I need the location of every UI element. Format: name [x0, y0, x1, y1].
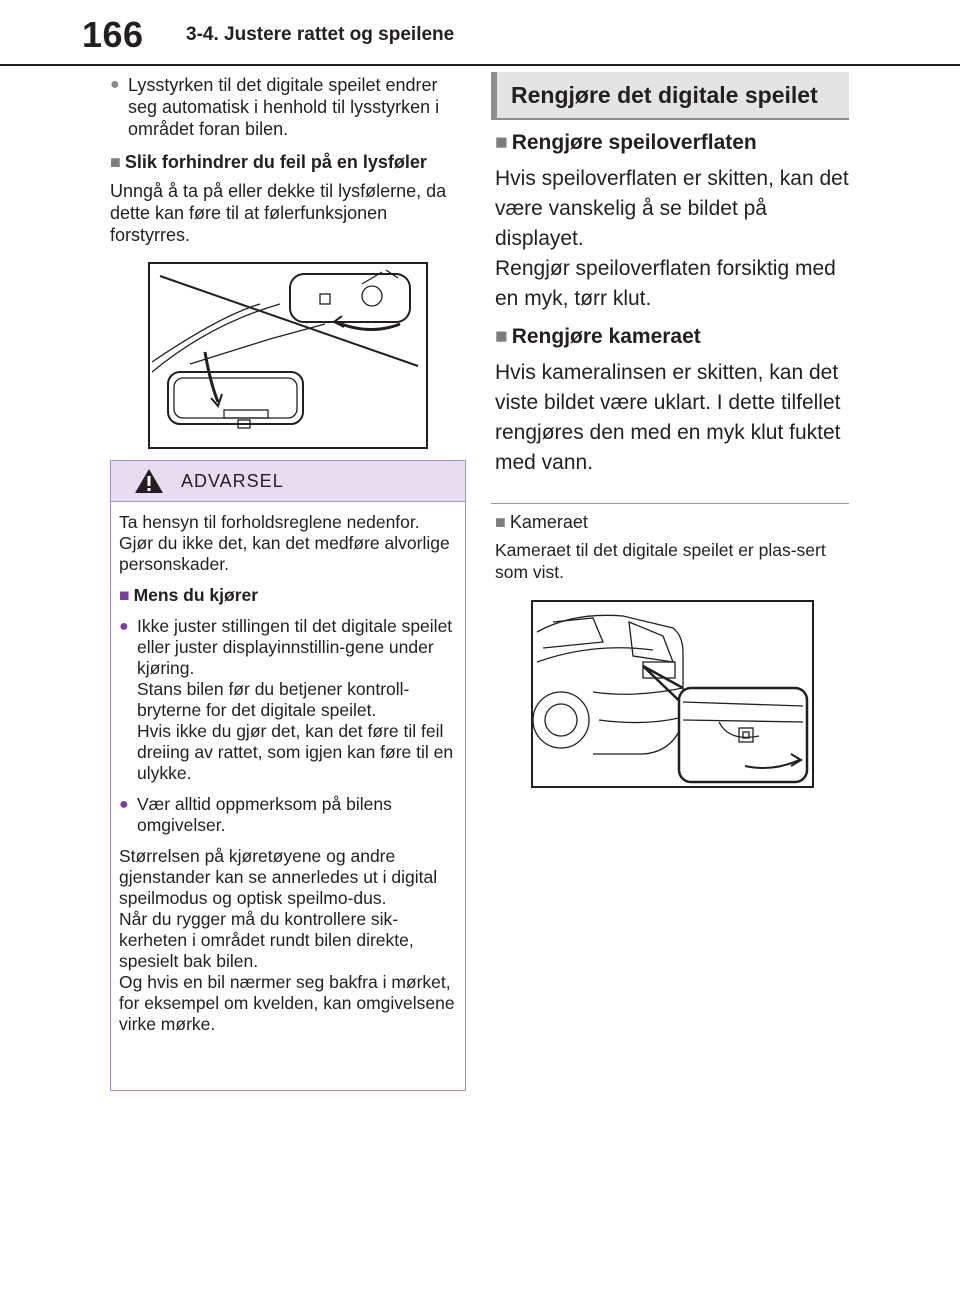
camera-small-heading — [495, 511, 855, 533]
sensor-heading-text: Slik forhindrer du feil på en lysføler — [124, 152, 427, 172]
warning-intro: Ta hensyn til forholdsreglene nedenfor. Gjør du ikke det, kan det medføre alvorlige personskader. — [119, 512, 450, 574]
section-heading: Rengjøre det digitale speilet — [511, 82, 818, 108]
warning-paragraph: Størrelsen på kjøretøyene og andre gjenstander kan se annerledes ut i digital speilmodus og optisk speilmo-dus. Når du rygger må du kontrollere sik-kerheten i området rundt bilen direkte, spesielt bak bilen. Og hvis en bil nærmer seg bakfra i mørket, for eksempel om kvelden, kan omgivelsene virke mørke. — [119, 846, 455, 1034]
warning-header — [111, 461, 465, 502]
warning-box — [110, 460, 466, 1091]
square-bullet-icon: ■ — [495, 325, 508, 348]
square-bullet-icon: ■ — [110, 152, 121, 172]
camera-text: Hvis kameralinsen er skitten, kan det viste bildet være uklart. I dette tilfellet rengjøres den med en myk klut fuktet med vann. — [495, 361, 841, 474]
square-bullet-icon: ■ — [119, 585, 130, 605]
circle-bullet-icon: ● — [119, 796, 129, 813]
camera-location-illustration — [531, 600, 814, 788]
camera-heading — [495, 322, 855, 352]
warning-bullet — [119, 794, 457, 836]
camera-small-text: Kameraet til det digitale speilet er plas-sert som vist. — [495, 540, 826, 582]
circle-bullet-icon: ● — [110, 76, 120, 93]
divider — [491, 503, 849, 504]
circle-bullet-icon: ● — [119, 618, 129, 635]
mirror-illustration — [148, 262, 428, 449]
page-number: 166 — [82, 14, 144, 55]
camera-heading-text: Rengjøre kameraet — [511, 325, 701, 348]
driving-heading-text: Mens du kjører — [133, 585, 259, 605]
warning-bullet — [119, 616, 457, 784]
driving-heading — [119, 585, 457, 606]
warning-label: ADVARSEL — [181, 471, 284, 491]
surface-text: Hvis speiloverflaten er skitten, kan det være vanskelig å se bildet på displayet. Rengjør speiloverflaten forsiktig med en myk, tørr klut. — [495, 167, 849, 310]
surface-heading-text: Rengjøre speiloverflaten — [511, 131, 757, 154]
light-bullet-text: Lysstyrken til det digitale speilet endrer seg automatisk i henhold til lysstyrken i området foran bilen. — [128, 75, 440, 139]
header-rule — [0, 64, 960, 66]
square-bullet-icon: ■ — [495, 512, 506, 532]
section-heading-bar — [491, 72, 849, 120]
section-title: 3-4. Justere rattet og speilene — [186, 24, 455, 45]
light-bullet — [110, 74, 470, 140]
surface-heading — [495, 128, 855, 158]
sensor-heading — [110, 151, 470, 173]
warning-bullet-text: Vær alltid oppmerksom på bilens omgivelser. — [137, 794, 392, 835]
warning-bullet-text: Ikke juster stillingen til det digitale speilet eller juster displayinnstillin-gene under kjøring. Stans bilen før du betjener kontroll-bryterne for det digitale speilet. Hvis ikke du gjør det, kan det føre til feil dreiing av rattet, som igjen kan føre til en ulykke. — [137, 616, 454, 783]
warning-triangle-icon — [133, 467, 165, 500]
square-bullet-icon: ■ — [495, 131, 508, 154]
camera-small-heading-text: Kameraet — [509, 512, 588, 532]
sensor-text: Unngå å ta på eller dekke til lysfølerne, da dette kan føre til at følerfunksjonen forstyrres. — [110, 181, 447, 245]
